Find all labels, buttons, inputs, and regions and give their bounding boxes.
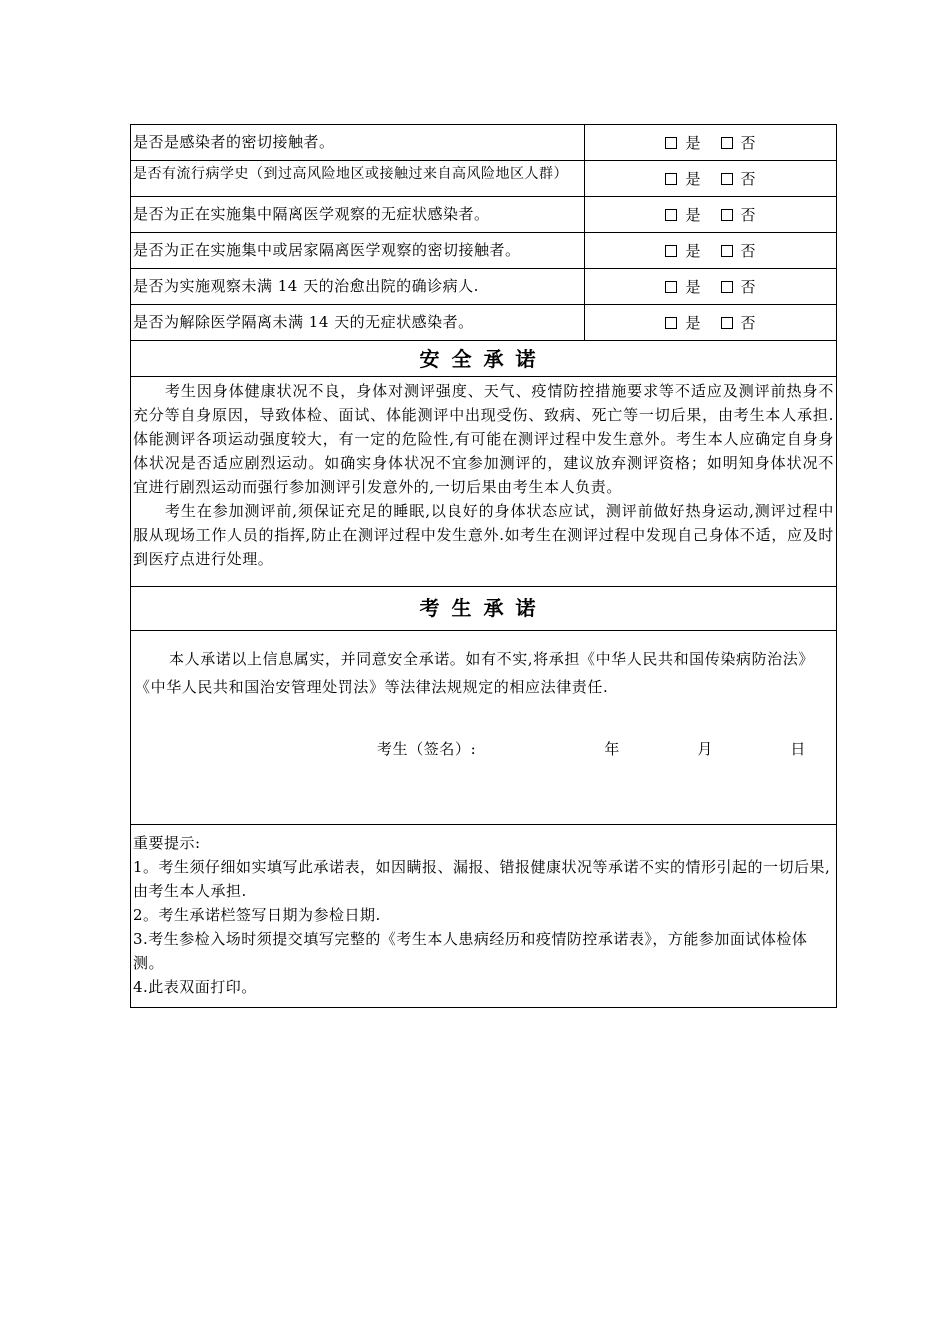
yes-option[interactable]: 是 <box>665 240 700 261</box>
checkbox-icon[interactable] <box>721 317 733 329</box>
no-option[interactable]: 否 <box>721 276 756 297</box>
yes-option[interactable]: 是 <box>665 204 700 225</box>
no-option[interactable]: 否 <box>721 204 756 225</box>
checkbox-icon[interactable] <box>665 281 677 293</box>
question-row <box>131 197 836 233</box>
checkbox-icon[interactable] <box>721 209 733 221</box>
question-text: 是否为正在实施集中隔离医学观察的无症状感染者。 <box>131 197 585 232</box>
yes-no-options <box>585 233 836 268</box>
question-text: 是否为实施观察未满 14 天的治愈出院的确诊病人. <box>131 269 585 304</box>
question-text: 是否有流行病学史（到过高风险地区或接触过来自高风险地区人群） <box>131 161 585 196</box>
yes-no-options <box>585 305 836 340</box>
safety-paragraph: 考生因身体健康状况不良，身体对测评强度、天气、疫情防控措施要求等不适应及测评前热身不充分等自身原因，导致体检、面试、体能测评中出现受伤、致病、死亡等一切后果，由考生本人承担.体能测评各项运动强度较大，有一定的危险性,有可能在测评过程中发生意外。考生本人应确定自身身体状况是否适应剧烈运动。如确实身体状况不宜参加测评的，建议放弃测评资格；如明知身体状况不宜进行剧烈运动而强行参加测评引发意外的,一切后果由考生本人负责。 <box>133 382 834 496</box>
yes-option[interactable]: 是 <box>665 276 700 297</box>
checkbox-icon[interactable] <box>665 209 677 221</box>
question-text: 是否是感染者的密切接触者。 <box>131 125 585 160</box>
question-row <box>131 305 836 341</box>
yes-no-options <box>585 125 836 160</box>
question-row <box>131 161 836 197</box>
important-notes <box>131 825 836 1007</box>
note-item: 1。考生须仔细如实填写此承诺表，如因瞒报、漏报、错报健康状况等承诺不实的情形引起的一切后果,由考生本人承担. <box>133 858 831 900</box>
no-option[interactable]: 否 <box>721 168 756 189</box>
safety-text <box>131 377 836 587</box>
checkbox-icon[interactable] <box>721 281 733 293</box>
question-row <box>131 269 836 305</box>
note-item: 2。考生承诺栏签写日期为参检日期. <box>133 906 381 924</box>
signature-label[interactable]: 考生（签名）: <box>377 740 477 758</box>
yes-option[interactable]: 是 <box>665 168 700 189</box>
checkbox-icon[interactable] <box>665 137 677 149</box>
month-label: 月 <box>697 740 714 758</box>
safety-title: 安全承诺 <box>131 341 836 377</box>
notes-heading: 重要提示: <box>133 834 201 852</box>
question-row <box>131 125 836 161</box>
checkbox-icon[interactable] <box>721 173 733 185</box>
yes-option[interactable]: 是 <box>665 132 700 153</box>
no-option[interactable]: 否 <box>721 240 756 261</box>
safety-paragraph: 考生在参加测评前,须保证充足的睡眠,以良好的身体状态应试，测评前做好热身运动,测评过程中服从现场工作人员的指挥,防止在测评过程中发生意外.如考生在测评过程中发现自己身体不适，应及时到医疗点进行处理。 <box>133 502 834 568</box>
yes-no-options <box>585 161 836 196</box>
note-item: 4.此表双面打印。 <box>133 978 257 996</box>
year-label: 年 <box>604 740 621 758</box>
promise-section <box>131 631 836 825</box>
question-text: 是否为解除医学隔离未满 14 天的无症状感染者。 <box>131 305 585 340</box>
checkbox-icon[interactable] <box>721 245 733 257</box>
promise-text: 本人承诺以上信息属实，并同意安全承诺。如有不实,将承担《中华人民共和国传染病防治法》《中华人民共和国治安管理处罚法》等法律法规规定的相应法律责任. <box>135 650 814 696</box>
promise-title: 考生承诺 <box>131 587 836 631</box>
question-row <box>131 233 836 269</box>
question-text: 是否为正在实施集中或居家隔离医学观察的密切接触者。 <box>131 233 585 268</box>
yes-option[interactable]: 是 <box>665 312 700 333</box>
no-option[interactable]: 否 <box>721 132 756 153</box>
yes-no-options <box>585 269 836 304</box>
day-label: 日 <box>790 740 806 758</box>
no-option[interactable]: 否 <box>721 312 756 333</box>
date-field[interactable] <box>568 735 806 763</box>
checkbox-icon[interactable] <box>665 317 677 329</box>
yes-no-options <box>585 197 836 232</box>
checkbox-icon[interactable] <box>665 245 677 257</box>
commitment-form <box>130 124 837 1008</box>
checkbox-icon[interactable] <box>721 137 733 149</box>
note-item: 3.考生参检入场时须提交填写完整的《考生本人患病经历和疫情防控承诺表》，方能参加面试体检体测。 <box>133 930 808 972</box>
checkbox-icon[interactable] <box>665 173 677 185</box>
